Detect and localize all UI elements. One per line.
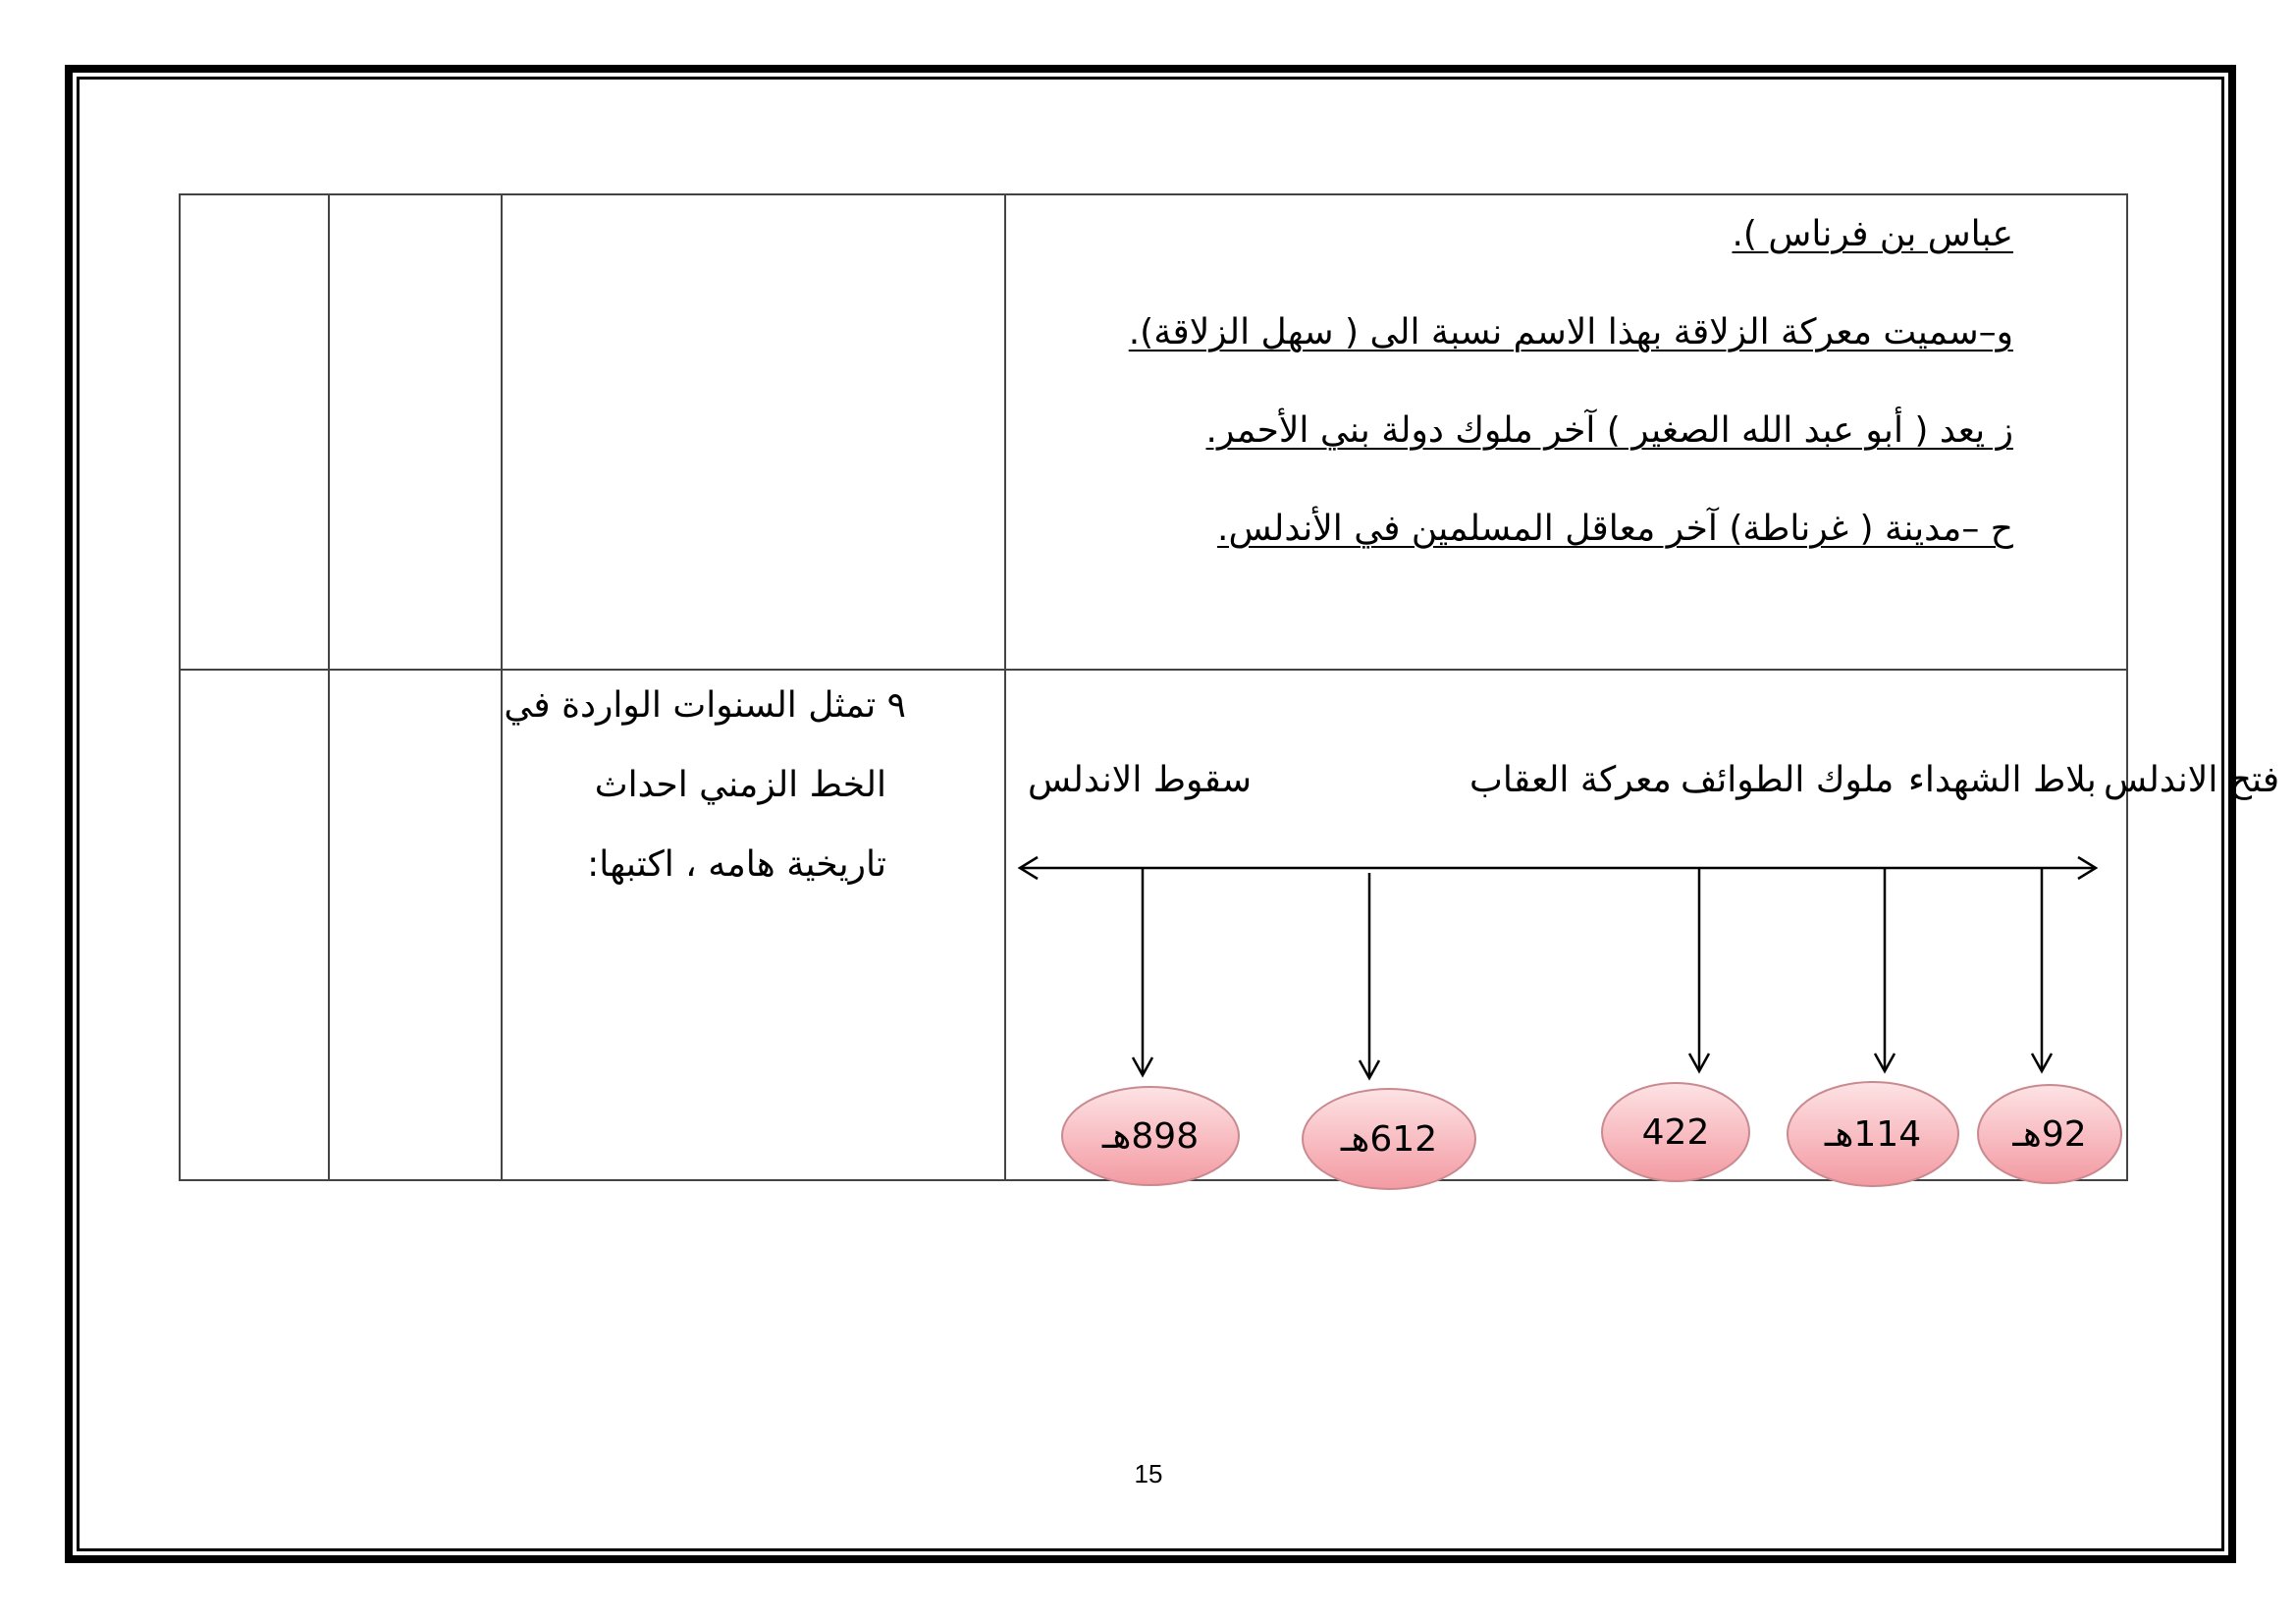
worksheet-table <box>179 193 2280 1181</box>
score-cell <box>180 194 329 670</box>
year-label-114: 114هـ <box>1824 1114 1922 1155</box>
pointer-arrow-92 <box>2032 868 2052 1071</box>
timeline-label-suqut: سقوط الاندلس <box>1028 760 1253 800</box>
mark-cell <box>329 194 502 670</box>
table-row <box>180 670 2127 1180</box>
page-number: 15 <box>1134 1459 1163 1489</box>
timeline-diagram <box>1006 671 2128 1181</box>
pointer-arrow-114 <box>1875 868 1895 1071</box>
score-cell <box>180 670 329 1180</box>
question-line-3: تاريخية هامه ، اكتبها: <box>587 844 886 885</box>
year-label-612: 612هـ <box>1340 1119 1438 1160</box>
year-bubble-422 <box>1602 1083 1749 1181</box>
answer-line-a: عباس بن فرناس ). <box>1732 214 2013 254</box>
question-cell <box>502 670 1005 1180</box>
timeline-label-iqab: معركة العقاب <box>1469 760 1672 800</box>
answer-line-c: ز يعد ( أبو عبد الله الصغير ) آخر ملوك دولة بني الأحمر. <box>1205 410 2013 451</box>
timeline-label-fath: فتح الاندلس <box>2104 760 2280 800</box>
question-line-1: ٩ تمثل السنوات الواردة في <box>504 685 906 726</box>
answer-line-b: و–سميت معركة الزلاقة بهذا الاسم نسبة الى ( سهل الزلاقة). <box>1128 312 2013 352</box>
year-bubble-612 <box>1303 1089 1475 1189</box>
pointer-arrow-898 <box>1133 868 1152 1075</box>
year-label-898: 898هـ <box>1101 1116 1200 1157</box>
timeline-label-muluk: ملوك الطوائف <box>1681 760 1895 800</box>
pointer-arrow-422 <box>1689 868 1709 1071</box>
question-cell <box>502 194 1005 670</box>
answer-line-d: ح –مدينة ( غرناطة) آخر معاقل المسلمين في الأندلس. <box>1217 509 2013 549</box>
timeline-label-balat: بلاط الشهداء <box>1908 760 2097 800</box>
table-row <box>180 194 2127 670</box>
year-label-422: 422 <box>1641 1112 1710 1153</box>
year-bubble-898 <box>1062 1087 1239 1185</box>
pointer-arrow-612 <box>1360 873 1379 1078</box>
answer-cell <box>1005 194 2127 670</box>
timeline-cell <box>1005 670 2280 1180</box>
year-label-92: 92هـ <box>2012 1114 2087 1155</box>
mark-cell <box>329 670 502 1180</box>
year-bubble-92 <box>1978 1085 2121 1183</box>
question-line-2: الخط الزمني احداث <box>594 765 886 805</box>
year-bubble-114 <box>1788 1082 1958 1186</box>
